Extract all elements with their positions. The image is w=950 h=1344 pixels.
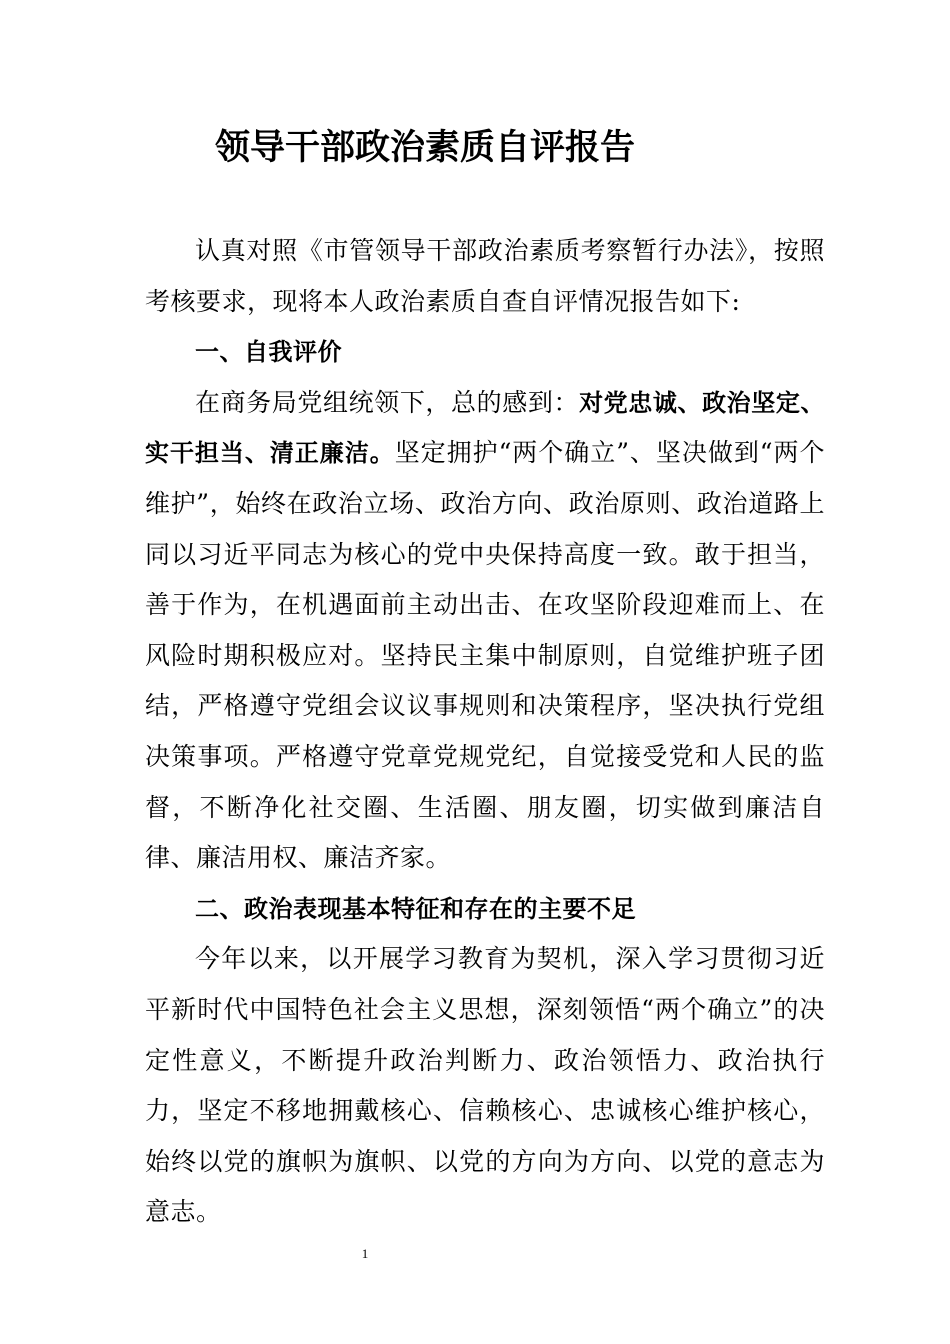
features-paragraph: 今年以来，以开展学习教育为契机，深入学习贯彻习近平新时代中国特色社会主义思想，深刻领悟“两个确立”的决定性意义，不断提升政治判断力、政治领悟力、政治执行力，坚定不移地拥戴核心、信赖核心、忠诚核心维护核心，始终以党的旗帜为旗帜、以党的方向为方向、以党的意志为意志。 xyxy=(145,944,825,1227)
self-evaluation-emphasis: 对党忠诚、政治坚定、实干担当、清正廉洁。 xyxy=(145,388,825,468)
section-heading-features-shortcomings: 二、政治表现基本特征和存在的主要不足 xyxy=(195,894,636,923)
document-title: 领导干部政治素质自评报告 xyxy=(215,127,636,168)
document-body xyxy=(145,226,825,1238)
intro-paragraph: 认真对照《市管领导干部政治素质考察暂行办法》，按照考核要求，现将本人政治素质自查自评情况报告如下: xyxy=(145,236,825,316)
self-evaluation-body: 坚定拥护“两个确立”、坚决做到“两个维护”，始终在政治立场、政治方向、政治原则、政治道路上同以习近平同志为核心的党中央保持高度一致。敢于担当，善于作为，在机遇面前主动出击、在攻坚阶段迎难而上、在风险时期积极应对。坚持民主集中制原则，自觉维护班子团结，严格遵守党组会议议事规则和决策程序，坚决执行党组决策事项。严格遵守党章党规党纪，自觉接受党和人民的监督，不断净化社交圈、生活圈、朋友圈，切实做到廉洁自律、廉洁用权、廉洁齐家。 xyxy=(145,438,825,873)
self-evaluation-lead: 在商务局党组统领下，总的感到： xyxy=(195,387,580,417)
section-heading-self-evaluation: 一、自我评价 xyxy=(195,338,342,367)
page-number: 1 xyxy=(361,1246,369,1261)
self-evaluation-paragraph xyxy=(145,378,825,884)
